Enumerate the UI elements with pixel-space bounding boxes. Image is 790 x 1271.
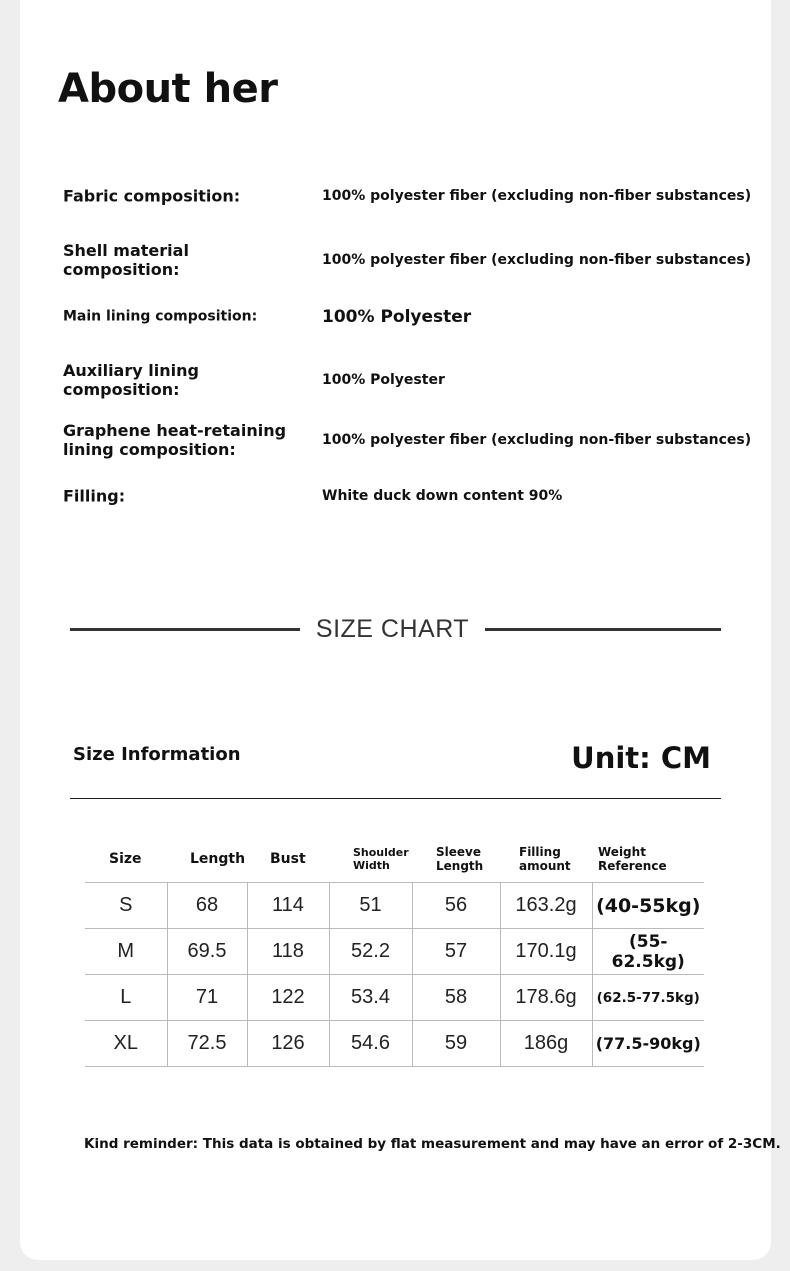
composition-row-filling	[63, 474, 743, 518]
composition-value: 100% Polyester	[322, 372, 445, 388]
cell-size: M	[85, 929, 167, 975]
cell-filling-amount: 170.1g	[500, 929, 592, 975]
cell-shoulder-width: 52.2	[329, 929, 412, 975]
table-row	[85, 929, 704, 975]
unit-label: Unit: CM	[571, 741, 711, 775]
cell-bust: 122	[247, 975, 329, 1021]
size-chart-heading	[70, 610, 721, 650]
divider-line	[485, 628, 721, 631]
cell-weight-reference: (55-62.5kg)	[592, 929, 704, 975]
cell-filling-amount: 186g	[500, 1021, 592, 1067]
composition-value: 100% polyester fiber (excluding non-fiber substances)	[322, 432, 752, 448]
composition-label: Shell material composition:	[63, 241, 189, 279]
cell-length: 68	[167, 883, 247, 929]
column-header-sleeve-length: Sleeve Length	[412, 836, 500, 883]
composition-label: Fabric composition:	[63, 186, 241, 206]
composition-label: Graphene heat-retaining lining composition:	[63, 421, 287, 459]
composition-row-fabric	[63, 174, 752, 218]
size-information-label: Size Information	[73, 744, 241, 765]
column-header-shoulder-width: Shoulder Width	[329, 836, 412, 883]
cell-sleeve-length: 56	[412, 883, 500, 929]
composition-label: Auxiliary lining composition:	[63, 361, 199, 399]
cell-weight-reference: (77.5-90kg)	[592, 1021, 704, 1067]
composition-label: Filling:	[63, 486, 126, 506]
cell-sleeve-length: 58	[412, 975, 500, 1021]
kind-reminder-note: Kind reminder: This data is obtained by flat measurement and may have an error of 2-3CM.	[84, 1136, 781, 1152]
cell-sleeve-length: 57	[412, 929, 500, 975]
cell-size: S	[85, 883, 167, 929]
composition-label: Main lining composition:	[63, 308, 258, 325]
composition-row-graphene-lining	[63, 418, 752, 462]
composition-row-shell	[63, 238, 752, 282]
composition-row-main-lining	[63, 295, 743, 339]
divider	[70, 798, 721, 799]
column-header-bust: Bust	[247, 836, 329, 883]
composition-row-auxiliary-lining	[63, 358, 743, 402]
cell-bust: 118	[247, 929, 329, 975]
cell-weight-reference: (40-55kg)	[592, 883, 704, 929]
cell-length: 71	[167, 975, 247, 1021]
cell-sleeve-length: 59	[412, 1021, 500, 1067]
cell-length: 72.5	[167, 1021, 247, 1067]
cell-shoulder-width: 53.4	[329, 975, 412, 1021]
cell-shoulder-width: 51	[329, 883, 412, 929]
cell-filling-amount: 163.2g	[500, 883, 592, 929]
table-row	[85, 883, 704, 929]
column-header-weight-reference: Weight Reference	[592, 836, 704, 883]
composition-value: 100% Polyester	[322, 307, 472, 327]
divider-line	[70, 628, 300, 631]
cell-shoulder-width: 54.6	[329, 1021, 412, 1067]
cell-bust: 126	[247, 1021, 329, 1067]
table-header-row	[85, 836, 704, 883]
column-header-filling-amount: Filling amount	[500, 836, 592, 883]
cell-size: L	[85, 975, 167, 1021]
cell-length: 69.5	[167, 929, 247, 975]
size-table	[85, 836, 704, 1067]
composition-value: 100% polyester fiber (excluding non-fiber substances)	[322, 252, 752, 268]
cell-weight-reference: (62.5-77.5kg)	[592, 975, 704, 1021]
column-header-size: Size	[85, 836, 167, 883]
size-chart-title: SIZE CHART	[315, 615, 470, 643]
composition-value: White duck down content 90%	[322, 488, 563, 504]
table-row	[85, 1021, 704, 1067]
cell-bust: 114	[247, 883, 329, 929]
table-row	[85, 975, 704, 1021]
page-title: About her	[58, 66, 278, 112]
column-header-length: Length	[167, 836, 247, 883]
composition-value: 100% polyester fiber (excluding non-fiber substances)	[322, 188, 752, 204]
cell-filling-amount: 178.6g	[500, 975, 592, 1021]
cell-size: XL	[85, 1021, 167, 1067]
